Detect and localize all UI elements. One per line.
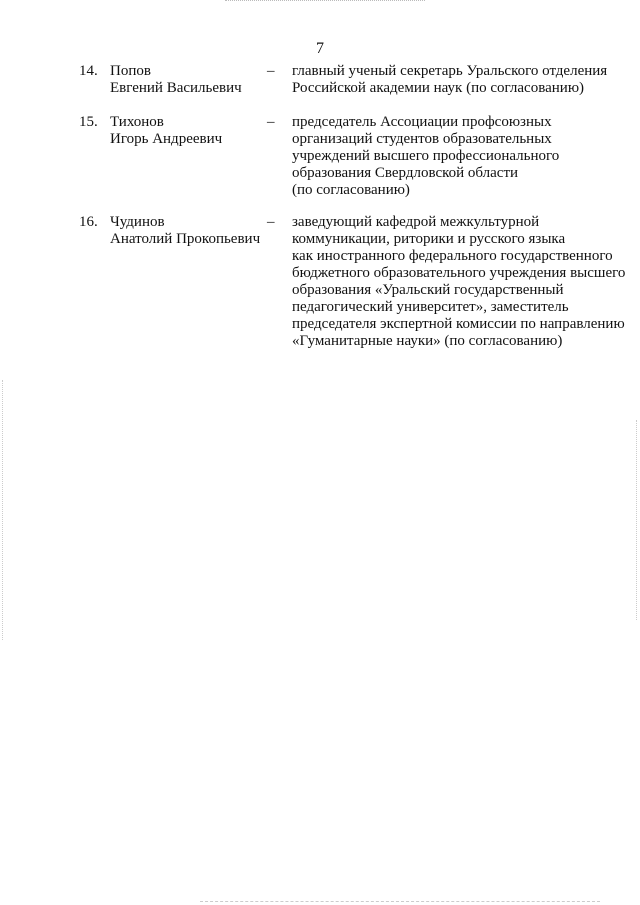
person-name [110, 114, 222, 148]
position-description [292, 214, 625, 350]
given-names: Игорь Андреевич [110, 131, 223, 147]
position-description [292, 114, 559, 199]
given-names: Евгений Васильевич [110, 80, 242, 96]
description-line: (по согласованию) [292, 182, 410, 198]
description-line: образования Свердловской области [292, 165, 519, 181]
description-line: председатель Ассоциации профсоюзных [292, 114, 552, 130]
description-line: Российской академии наук (по согласованию) [292, 80, 585, 96]
description-line: главный ученый секретарь Уральского отделения [292, 63, 608, 79]
description-line: председателя экспертной комиссии по направлению [292, 316, 625, 332]
description-line: организаций студентов образовательных [292, 131, 552, 147]
page-number: 7 [316, 40, 324, 57]
description-line: бюджетного образовательного учреждения высшего [292, 265, 626, 281]
dash-separator: – [267, 114, 275, 130]
description-line: учреждений высшего профессионального [292, 148, 560, 164]
entry-number: 16. [79, 214, 98, 230]
description-line: «Гуманитарные науки» (по согласованию) [292, 333, 563, 349]
description-line: заведующий кафедрой межкультурной [292, 214, 540, 230]
surname: Тихонов [110, 114, 164, 130]
person-name [110, 214, 260, 248]
description-line: как иностранного федерального государственного [292, 248, 613, 264]
description-line: коммуникации, риторики и русского языка [292, 231, 566, 247]
dash-separator: – [267, 214, 275, 230]
scan-artifact-bottom [200, 901, 600, 903]
description-line: образования «Уральский государственный [292, 282, 564, 298]
scan-artifact-left [2, 380, 4, 640]
dash-separator: – [267, 63, 275, 79]
person-name [110, 63, 242, 97]
scan-artifact-right [636, 420, 638, 620]
surname: Чудинов [110, 214, 165, 230]
entry-number: 14. [79, 63, 98, 79]
given-names: Анатолий Прокопьевич [110, 231, 261, 247]
description-line: педагогический университет», заместитель [292, 299, 569, 315]
entry-number: 15. [79, 114, 98, 130]
position-description [292, 63, 607, 97]
scan-artifact-top [225, 0, 425, 3]
surname: Попов [110, 63, 151, 79]
